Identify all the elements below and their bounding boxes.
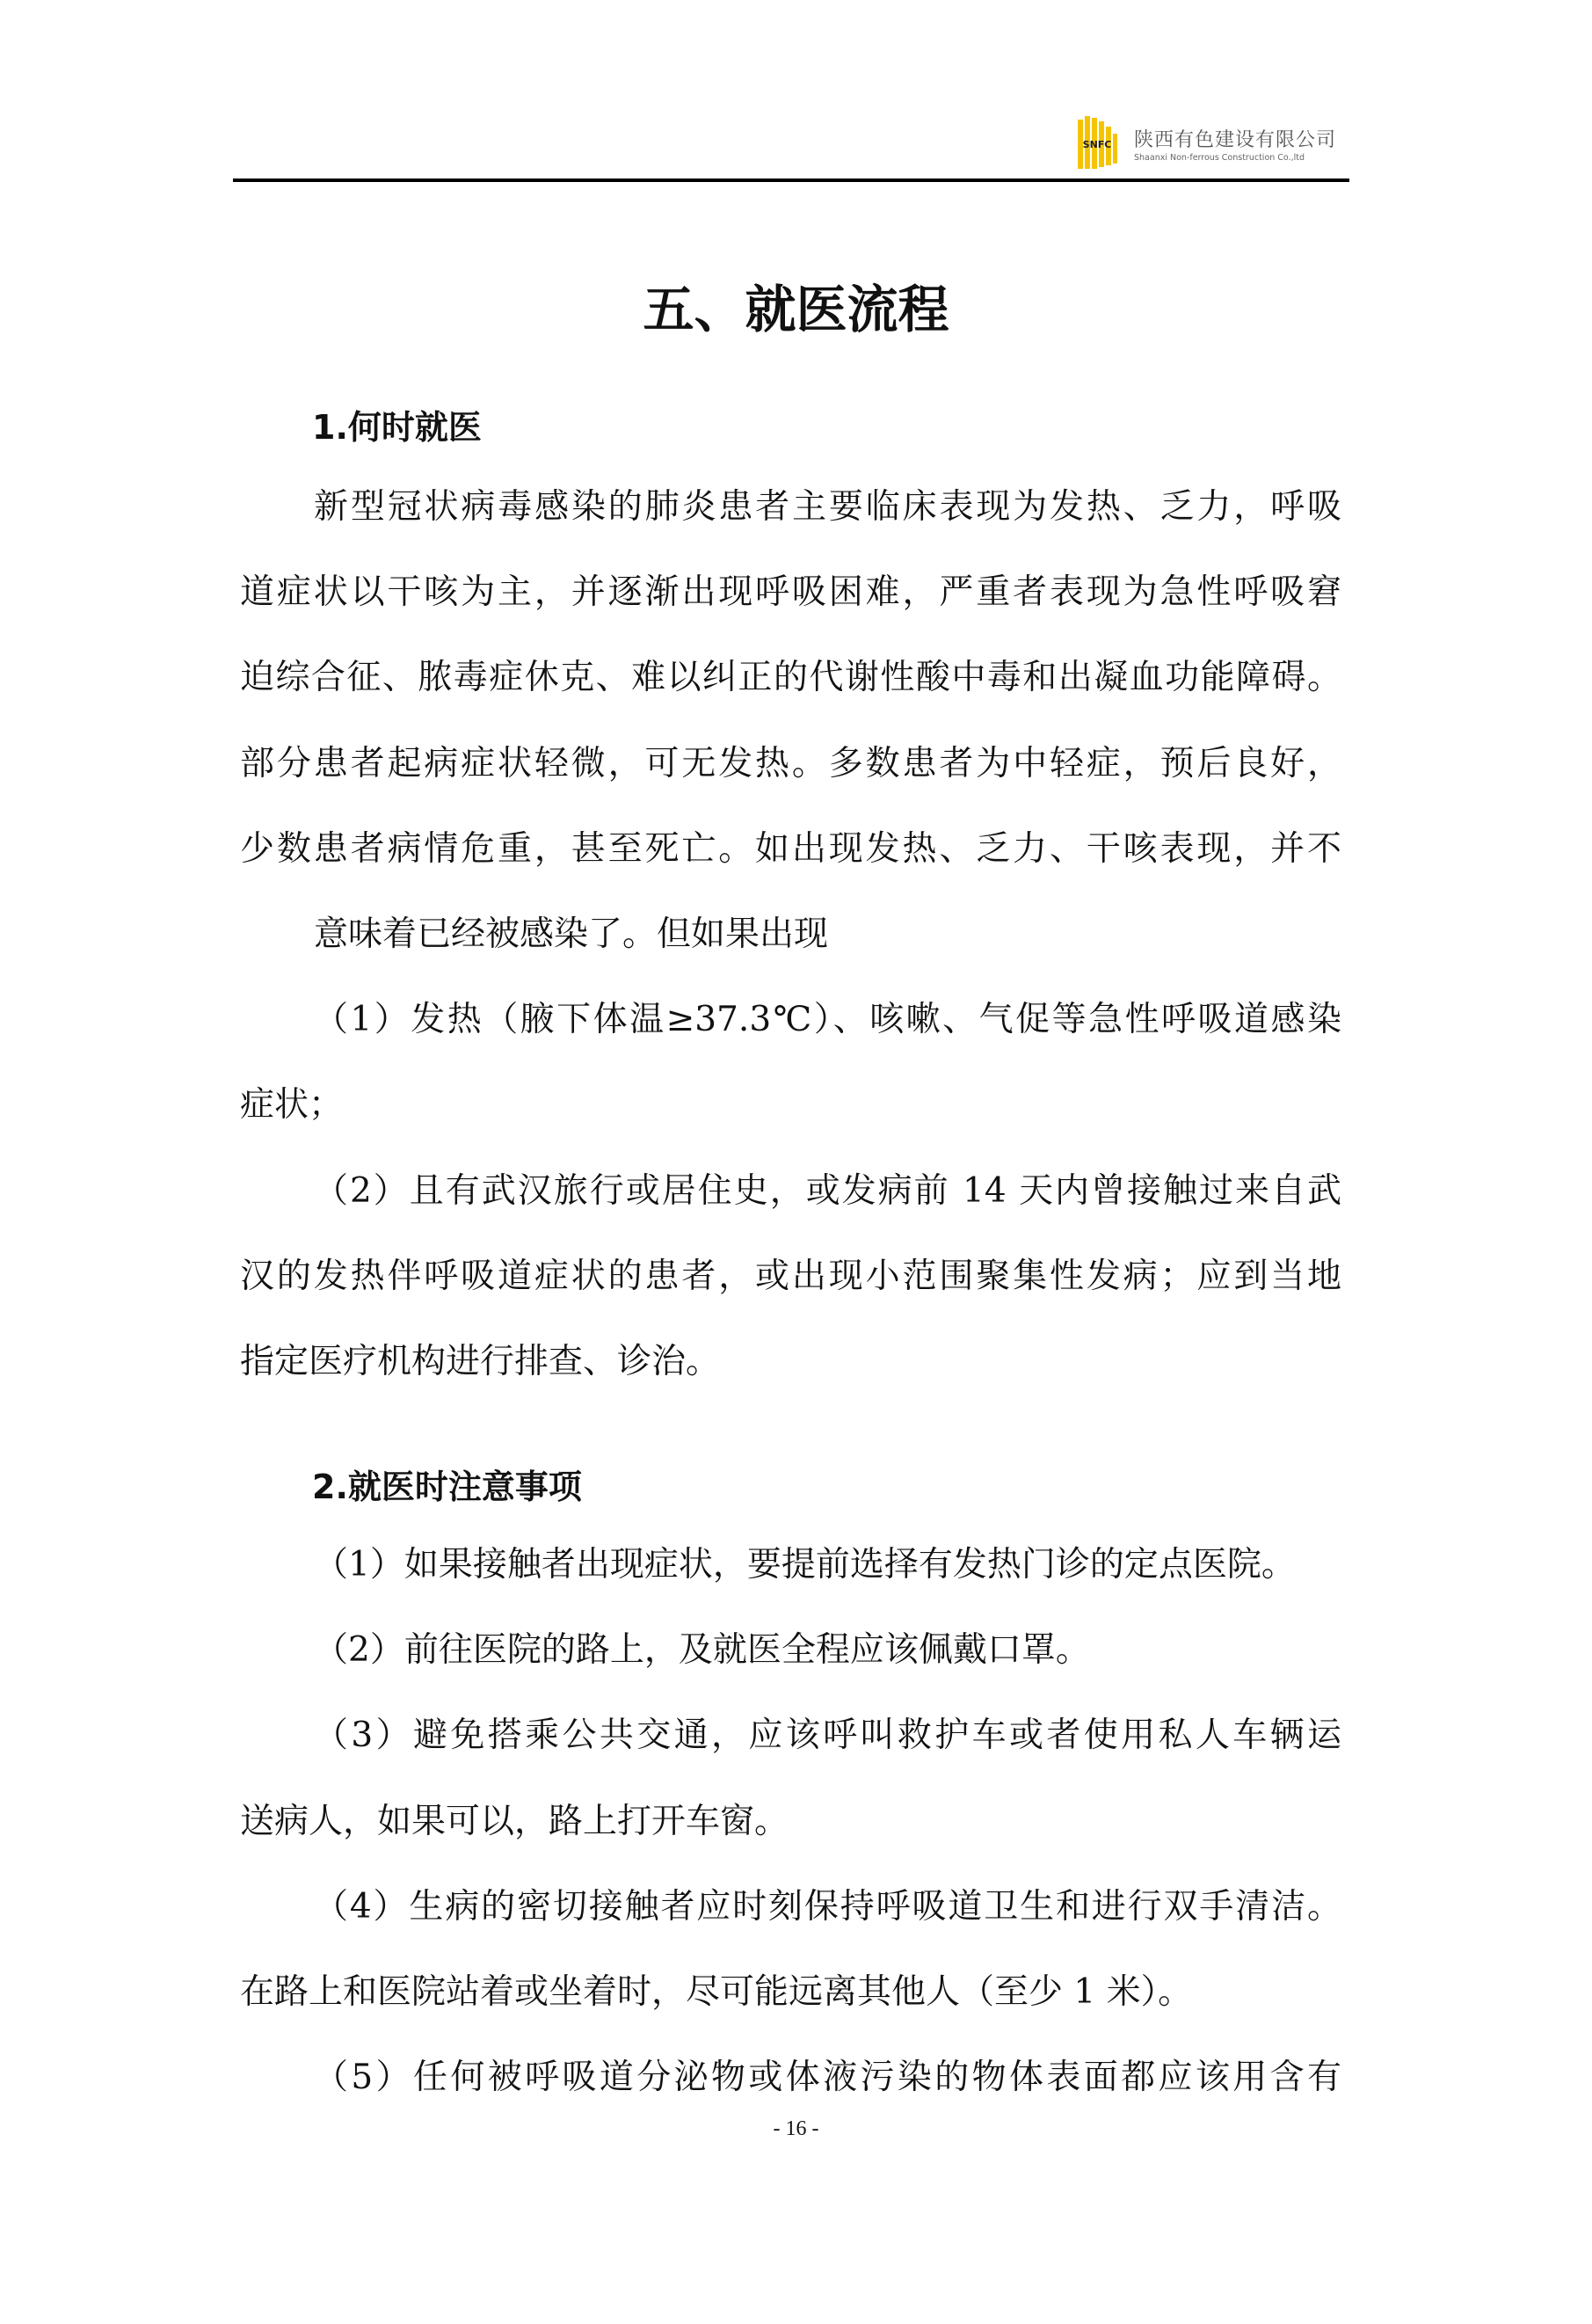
text-line: （2）前往医院的路上，及就医全程应该佩戴口罩。 [314, 1630, 1090, 1671]
company-logo [1074, 114, 1347, 174]
text-line: （1）发热（腋下体温≥37.3℃）、咳嗽、气促等急性呼吸道感染 [314, 1000, 1341, 1040]
page-title: 五、就医流程 [643, 280, 949, 339]
text-line: （3）避免搭乘公共交通，应该呼叫救护车或者使用私人车辆运 [314, 1716, 1341, 1756]
page-number: - 16 - [773, 2117, 819, 2140]
text-line: 指定医疗机构进行排查、诊治。 [240, 1342, 721, 1381]
snfc-logo-icon [1074, 114, 1120, 171]
text-line: 新型冠状病毒感染的肺炎患者主要临床表现为发热、乏力，呼吸 [314, 487, 1341, 527]
text-line: 少数患者病情危重，甚至死亡。如出现发热、乏力、干咳表现，并不 [240, 828, 1341, 869]
section-heading: 2.就医时注意事项 [312, 1468, 582, 1506]
section-heading: 1.何时就医 [312, 408, 482, 447]
text-line: （5）任何被呼吸道分泌物或体液污染的物体表面都应该用含有 [314, 2058, 1341, 2098]
header-rule [233, 178, 1349, 182]
svg-text:SNFC: SNFC [1082, 139, 1112, 150]
text-line: 送病人，如果可以，路上打开车窗。 [240, 1801, 789, 1841]
text-line: 迫综合征、脓毒症休克、难以纠正的代谢性酸中毒和出凝血功能障碍。 [240, 658, 1341, 698]
company-name-cn: 陕西有色建设有限公司 [1134, 129, 1337, 151]
text-line: 症状； [240, 1085, 344, 1126]
company-name-en: Shaanxi Non-ferrous Construction Co.,ltd [1134, 153, 1305, 163]
text-line: 在路上和医院站着或坐着时，尽可能远离其他人（至少 1 米）。 [240, 1972, 1193, 2012]
text-line: （1）如果接触者出现症状，要提前选择有发热门诊的定点医院。 [314, 1545, 1296, 1585]
text-line: 部分患者起病症状轻微，可无发热。多数患者为中轻症，预后良好， [240, 743, 1341, 783]
text-line: 意味着已经被感染了。但如果出现 [314, 914, 829, 954]
text-line: （4）生病的密切接触者应时刻保持呼吸道卫生和进行双手清洁。 [314, 1886, 1341, 1927]
text-line: 汉的发热伴呼吸道症状的患者，或出现小范围聚集性发病；应到当地 [240, 1256, 1341, 1296]
text-line: （2）且有武汉旅行或居住史，或发病前 14 天内曾接触过来自武 [314, 1170, 1341, 1211]
text-line: 道症状以干咳为主，并逐渐出现呼吸困难，严重者表现为急性呼吸窘 [240, 572, 1341, 613]
